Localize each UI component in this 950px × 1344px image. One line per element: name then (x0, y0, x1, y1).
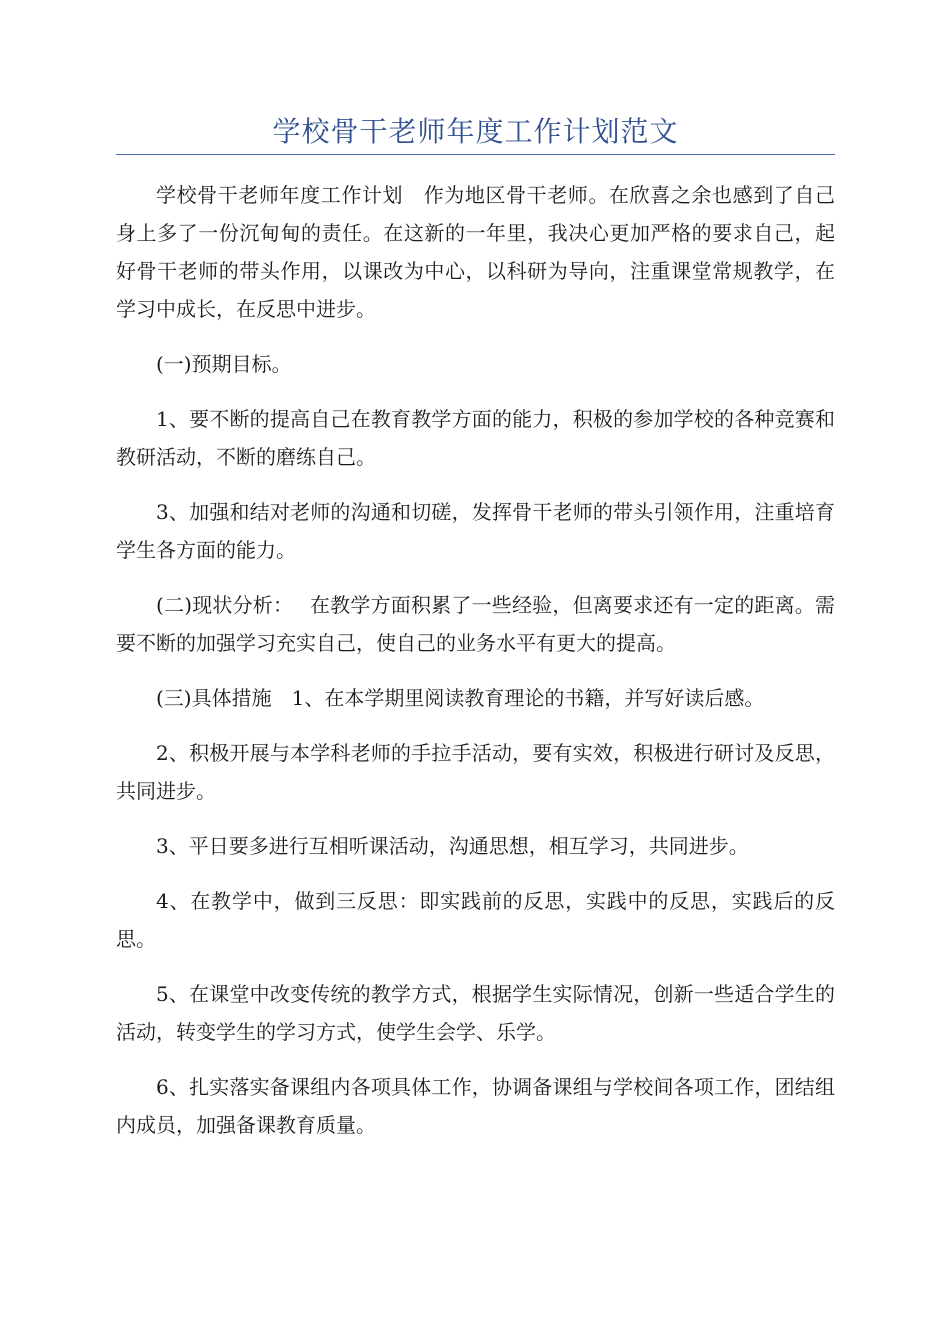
paragraph-intro: 学校骨干老师年度工作计划 作为地区骨干老师。在欣喜之余也感到了自己身上多了一份沉甸甸的责任。在这新的一年里，我决心更加严格的要求自己，起好骨干老师的带头作用，以课改为中心，以科研为导向，注重课堂常规教学，在学习中成长，在反思中进步。 (116, 183, 835, 321)
paragraph-heading-goals: (一)预期目标。 (156, 352, 292, 376)
title-underline (116, 154, 835, 155)
paragraph-measures-4: 4、在教学中，做到三反思：即实践前的反思，实践中的反思，实践后的反思。 (116, 889, 835, 951)
paragraph-goal-3: 3、加强和结对老师的沟通和切磋，发挥骨干老师的带头引领作用，注重培育学生各方面的能力。 (116, 500, 835, 562)
document-title: 学校骨干老师年度工作计划范文 (272, 115, 679, 148)
paragraph-measures-6: 6、扎实落实备课组内各项具体工作，协调备课组与学校间各项工作，团结组内成员，加强备课教育质量。 (116, 1075, 835, 1137)
paragraph-measures-5: 5、在课堂中改变传统的教学方式，根据学生实际情况，创新一些适合学生的活动，转变学生的学习方式，使学生会学、乐学。 (116, 982, 835, 1044)
paragraph-measures-3: 3、平日要多进行互相听课活动，沟通思想，相互学习，共同进步。 (156, 834, 749, 858)
paragraph-goal-1: 1、要不断的提高自己在教育教学方面的能力，积极的参加学校的各种竞赛和教研活动，不断的磨练自己。 (116, 407, 835, 469)
paragraph-measures-2: 2、积极开展与本学科老师的手拉手活动，要有实效，积极进行研讨及反思，共同进步。 (116, 741, 835, 803)
paragraph-measures-1: (三)具体措施 1、在本学期里阅读教育理论的书籍，并写好读后感。 (156, 686, 765, 710)
paragraph-status-analysis: (二)现状分析： 在教学方面积累了一些经验，但离要求还有一定的距离。需要不断的加强学习充实自己，使自己的业务水平有更大的提高。 (116, 593, 835, 655)
document-body (116, 176, 835, 1161)
